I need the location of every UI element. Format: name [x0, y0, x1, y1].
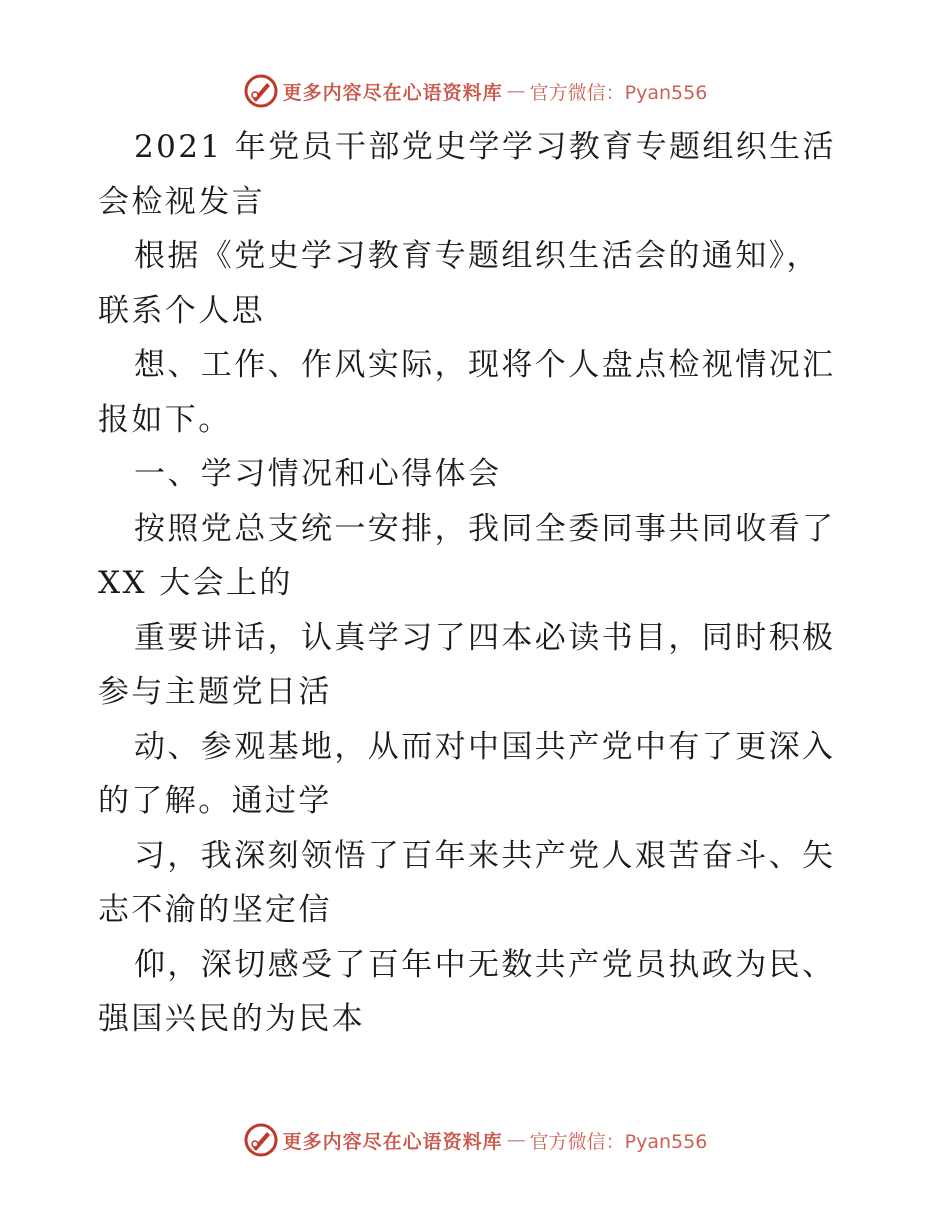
text-line: 志不渝的坚定信 [98, 892, 332, 928]
text-line: 一、学习情况和心得体会 [134, 456, 502, 492]
document-body [98, 120, 858, 1047]
text-line: 按照党总支统一安排，我同全委同事共同收看了 [134, 510, 836, 547]
watermark-wechat: 官方微信：Pyan556 [529, 81, 708, 104]
text-line: 参与主题党日活 [98, 674, 332, 710]
text-line: 强国兴民的为民本 [98, 1001, 366, 1037]
text-line: 联系个人思 [98, 292, 265, 329]
text-line: 根据《党史学习教育专题组织生活会的通知》， [134, 238, 820, 274]
text-line: 习，我深刻领悟了百年来共产党人艰苦奋斗、矢 [134, 837, 836, 874]
watermark-wechat: 官方微信：Pyan556 [529, 1130, 708, 1153]
text-line: 想、工作、作风实际，现将个人盘点检视情况汇 [134, 347, 836, 383]
text-line: 动、参观基地，从而对中国共产党中有了更深入 [134, 728, 836, 765]
text-line: 2021 年党员干部党史学学习教育专题组织生活 [134, 129, 836, 165]
text-line: 会检视发言 [98, 183, 265, 220]
header-watermark [0, 71, 950, 111]
watermark-text: 更多内容尽在心语资料库 [282, 1130, 503, 1153]
watermark-separator: — [506, 80, 526, 102]
text-line: 的了解。通过学 [98, 783, 332, 819]
pen-logo-icon [243, 1122, 279, 1158]
pen-logo-icon [243, 73, 279, 109]
footer-watermark [0, 1120, 950, 1160]
watermark-text: 更多内容尽在心语资料库 [282, 81, 503, 104]
text-line: XX 大会上的 [98, 565, 293, 601]
text-line: 重要讲话，认真学习了四本必读书目，同时积极 [134, 619, 836, 656]
text-line: 报如下。 [98, 401, 232, 438]
text-line: 仰，深切感受了百年中无数共产党员执政为民、 [134, 946, 836, 983]
watermark-separator: — [506, 1129, 526, 1151]
